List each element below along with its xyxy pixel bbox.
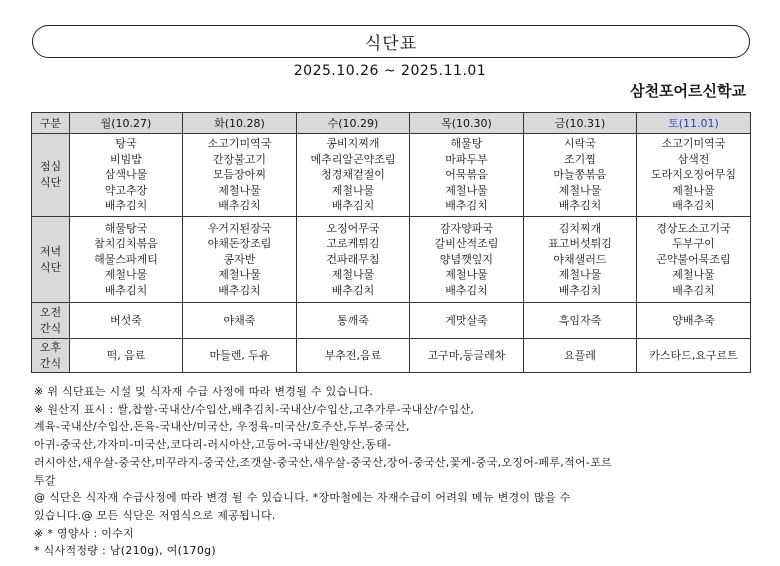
snack-cell: 흑임자죽 xyxy=(524,303,637,339)
menu-item: 소고기미역국 xyxy=(661,137,726,151)
menu-item: 감자양파국 xyxy=(439,221,494,235)
snack-cell: 부추전,음료 xyxy=(297,339,410,373)
menu-item: 제철나물 xyxy=(445,268,488,282)
date-range: 2025.10.26 ~ 2025.11.01 xyxy=(293,63,487,79)
menu-item: 간장불고기 xyxy=(212,152,267,166)
menu-item: 경상도소고기국 xyxy=(656,221,731,235)
menu-item: 오징어무국 xyxy=(326,221,380,235)
menu-item: 야채돈장조림 xyxy=(207,237,272,251)
menu-item: 배추김치 xyxy=(331,283,375,297)
snack-cell: 양배추죽 xyxy=(637,303,751,339)
menu-cell xyxy=(70,217,183,303)
day-header: 수(10.29) xyxy=(297,113,410,134)
snack-cell: 통깨죽 xyxy=(297,303,410,339)
note-line: ※ 위 식단표는 시설 및 식자재 수급 사정에 따라 변경될 수 있습니다. xyxy=(34,385,374,398)
menu-item: 마파두부 xyxy=(445,152,488,166)
menu-item: 삼색전 xyxy=(677,152,710,166)
menu-item: 배추김치 xyxy=(445,283,488,297)
menu-item: 배추김치 xyxy=(445,199,488,213)
menu-item: 마늘쫑볶음 xyxy=(553,168,607,182)
dinner-row xyxy=(32,217,751,303)
menu-table xyxy=(31,112,751,373)
menu-item: 제철나물 xyxy=(104,268,148,282)
row-label xyxy=(32,217,70,303)
menu-item: 표고버섯튀김 xyxy=(548,237,612,251)
menu-cell xyxy=(297,217,410,303)
snack-cell: 떡, 음료 xyxy=(70,339,183,373)
menu-item: 시락국 xyxy=(564,137,596,151)
snack-cell: 버섯죽 xyxy=(70,303,183,339)
menu-item: 배추김치 xyxy=(104,199,148,213)
menu-item: 제철나물 xyxy=(558,183,602,197)
menu-cell xyxy=(297,134,410,217)
note-line: ※ * 영양사 : 이수지 xyxy=(34,526,135,540)
snack-cell: 야채죽 xyxy=(183,303,297,339)
row-label-line: 식단 xyxy=(39,260,62,274)
menu-item: 우거지된장국 xyxy=(207,221,272,235)
menu-cell xyxy=(524,217,637,303)
corner-header: 구분 xyxy=(32,113,70,134)
menu-item: 제철나물 xyxy=(558,268,602,282)
row-label-line: 점심 xyxy=(39,160,62,173)
menu-item: 제철나물 xyxy=(218,268,261,282)
menu-item: 삼색나물 xyxy=(104,168,148,182)
row-label-line: 오후 xyxy=(39,340,62,354)
day-header: 목(10.30) xyxy=(410,113,524,134)
menu-cell xyxy=(183,134,297,217)
note-line: @ 식단은 식자재 수급사정에 따라 변경 될 수 있습니다. *장마철에는 자재수급이 어려워 메뉴 변경이 많을 수 xyxy=(34,491,571,505)
row-label xyxy=(32,339,70,373)
day-header: 화(10.28) xyxy=(183,113,297,134)
snack-cell: 게맛살죽 xyxy=(410,303,524,339)
menu-item: 소고기미역국 xyxy=(207,137,272,151)
menu-cell xyxy=(524,134,637,217)
note-line: 투갈 xyxy=(34,473,56,487)
menu-item: 해물탕국 xyxy=(104,221,148,235)
menu-item: 콩자반 xyxy=(223,252,256,266)
snack-cell: 카스타드,요구르트 xyxy=(637,339,751,373)
menu-item: 고로케튀김 xyxy=(326,237,380,251)
menu-item: 제철나물 xyxy=(672,268,715,282)
menu-item: 배추김치 xyxy=(558,199,602,213)
menu-item: 어묵볶음 xyxy=(445,168,488,182)
menu-item: 제철나물 xyxy=(331,183,375,197)
menu-item: 배추김치 xyxy=(672,283,715,297)
snack-cell: 마들렌, 두유 xyxy=(183,339,297,373)
menu-item: 콩비지찌개 xyxy=(326,137,380,151)
menu-item: 참치김치볶음 xyxy=(94,237,158,251)
row-label-line: 간식 xyxy=(39,321,62,335)
menu-item: 제철나물 xyxy=(218,183,261,197)
table-header-row xyxy=(32,113,751,134)
menu-item: 배추김치 xyxy=(672,199,715,213)
menu-item: 제철나물 xyxy=(672,183,715,197)
menu-item: 모듬장아찌 xyxy=(212,168,267,182)
menu-item: 배추김치 xyxy=(558,283,602,297)
menu-item: 배추김치 xyxy=(218,283,261,297)
note-line: 있습니다.@ 모든 식단은 저염식으로 제공됩니다. xyxy=(34,508,276,522)
menu-cell xyxy=(637,134,751,217)
menu-item: 도라지오징어무침 xyxy=(650,168,736,182)
note-line: * 식사적정량 : 남(210g), 여(170g) xyxy=(34,544,216,558)
menu-item: 약고추장 xyxy=(104,183,148,197)
menu-item: 곤약불어묵조림 xyxy=(656,252,731,266)
page-title: 식단표 xyxy=(364,34,418,54)
row-label-line: 간식 xyxy=(39,356,62,370)
menu-item: 해물탕 xyxy=(450,137,483,151)
note-line: 계육-국내산/수입산,돈육-국내산/미국산, 우정육-미국산/호주산,두부-중국산, xyxy=(34,420,410,434)
row-label xyxy=(32,134,70,217)
menu-cell xyxy=(410,134,524,217)
menu-item: 김치찌개 xyxy=(558,221,602,235)
note-line: 러시아산,새우살-중국산,미꾸라지-중국산,조갯살-중국산,새우살-중국산,장어-중국산,꽃게-중국,오징어-페루,적어-포르 xyxy=(34,455,613,469)
menu-cell xyxy=(410,217,524,303)
row-label xyxy=(32,303,70,339)
row-label-line: 오전 xyxy=(39,305,62,319)
menu-item: 건파래무침 xyxy=(326,252,380,266)
day-header: 월(10.27) xyxy=(70,113,183,134)
menu-item: 배추김치 xyxy=(104,283,148,297)
afternoon-snack-row xyxy=(32,339,751,373)
menu-cell xyxy=(70,134,183,217)
menu-item: 제철나물 xyxy=(331,268,375,282)
menu-item: 갈비산적조림 xyxy=(434,237,499,251)
day-header-saturday: 토(11.01) xyxy=(637,113,751,134)
school-name: 삼천포어르신학교 xyxy=(630,82,746,100)
menu-item: 비빔밥 xyxy=(110,152,142,166)
menu-item: 제철나물 xyxy=(445,183,488,197)
snack-cell: 요플레 xyxy=(524,339,637,373)
note-line: ※ 원산지 표시 : 쌀,찹쌀-국내산/수입산,배추김치-국내산/수입산,고추가루-국내산/수입산, xyxy=(34,402,475,416)
menu-cell xyxy=(183,217,297,303)
menu-item: 메추리알곤약조림 xyxy=(310,152,396,166)
menu-item: 두부구이 xyxy=(672,237,715,251)
morning-snack-row xyxy=(32,303,751,339)
menu-item: 배추김치 xyxy=(331,199,375,213)
menu-item: 배추김치 xyxy=(218,199,261,213)
row-label-line: 저녁 xyxy=(39,244,62,258)
menu-item: 청경채겉절이 xyxy=(321,168,385,182)
menu-item: 탕국 xyxy=(115,137,137,151)
row-label-line: 식단 xyxy=(39,176,62,189)
menu-title-box xyxy=(32,25,750,58)
snack-cell: 고구마,둥글레차 xyxy=(410,339,524,373)
menu-item: 야채샐러드 xyxy=(553,252,607,266)
menu-item: 해물스파게티 xyxy=(94,252,158,266)
lunch-row xyxy=(32,134,751,217)
notes-section xyxy=(34,383,750,560)
menu-item: 양념깻잎지 xyxy=(439,252,494,266)
day-header: 금(10.31) xyxy=(524,113,637,134)
menu-item: 조기찜 xyxy=(564,152,596,166)
note-line: 아귀-중국산,가자미-미국산,코다리-러시아산,고등어-국내산/원양산,동태- xyxy=(34,438,392,452)
menu-cell xyxy=(637,217,751,303)
